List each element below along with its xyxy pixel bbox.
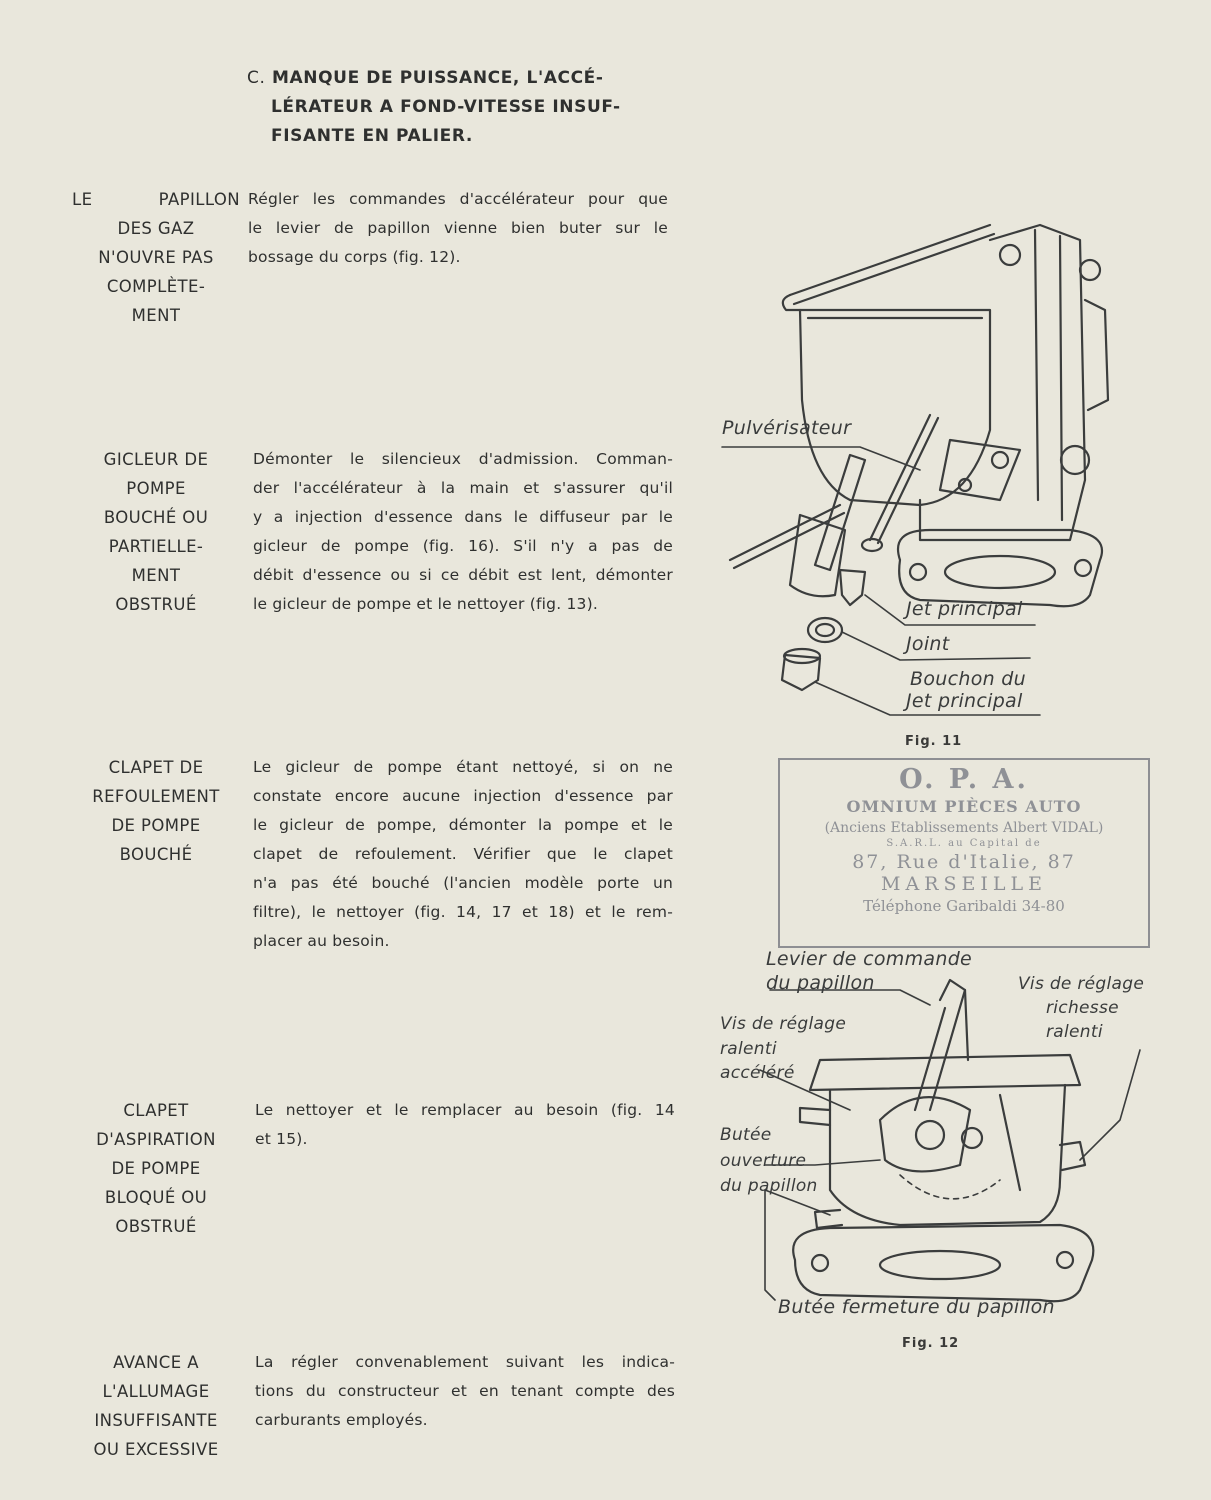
label-line: DE POMPE: [111, 816, 201, 835]
label-line: INSUFFISANTE: [94, 1411, 218, 1430]
body-line: bossage du corps (fig. 12).: [248, 248, 461, 266]
label-line: BOUCHÉ: [119, 845, 193, 864]
label-line: BLOQUÉ OU: [104, 1188, 208, 1207]
heading-line-2: LÉRATEUR A FOND-VITESSE INSUF-: [271, 97, 621, 117]
stamp-line-6: MARSEILLE: [881, 873, 1047, 895]
section-body: [253, 445, 673, 619]
section-body: [253, 753, 673, 956]
label-line: REFOULEMENT: [92, 787, 220, 806]
body-line: Démonter le silencieux d'admission. Comman-: [253, 450, 673, 468]
body-line: Le nettoyer et le remplacer au besoin (fig. 14: [255, 1101, 675, 1119]
label-line: D'ASPIRATION: [96, 1130, 216, 1149]
section-label: [72, 185, 240, 330]
label-line: OU EXCESSIVE: [93, 1440, 219, 1459]
stamp-line-5: 87, Rue d'Italie, 87: [852, 851, 1076, 873]
label-line: POMPE: [126, 479, 186, 498]
body-line: der l'accélérateur à la main et s'assurer qu'il: [253, 479, 673, 497]
body-line: le gicleur de pompe et le nettoyer (fig. 13).: [253, 595, 598, 613]
label-line: MENT: [131, 306, 181, 325]
body-line: y a injection d'essence dans le diffuseur par le: [253, 508, 673, 526]
body-line: carburants employés.: [255, 1411, 428, 1429]
label-line: N'OUVRE PAS: [98, 248, 214, 267]
callout-butee-fermeture: Butée fermeture du papillon: [778, 1296, 1055, 1318]
stamp-line-3: (Anciens Etablissements Albert VIDAL): [824, 820, 1104, 836]
body-line: Le gicleur de pompe étant nettoyé, si on ne: [253, 758, 673, 776]
label-line: AVANCE A: [113, 1353, 199, 1372]
label-line: CLAPET DE: [108, 758, 204, 777]
figure-12-caption: Fig. 12: [902, 1336, 960, 1351]
body-line: le gicleur de pompe, démonter la pompe et le: [253, 816, 673, 834]
label-line: PARTIELLE-: [108, 537, 204, 556]
body-line: et 15).: [255, 1130, 308, 1148]
callout-joint: Joint: [906, 633, 950, 655]
heading-line-3: FISANTE EN PALIER.: [271, 126, 473, 146]
label-line: MENT: [131, 566, 181, 585]
callout-bouchon-line-2: Jet principal: [906, 690, 1023, 712]
stamp-line-2: OMNIUM PIÈCES AUTO: [846, 797, 1082, 816]
section-heading: [247, 64, 677, 151]
callout-bouchon-line-1: Bouchon du: [910, 668, 1026, 690]
callout-levier-line-2: du papillon: [766, 972, 875, 994]
callout-pulverisateur: Pulvérisateur: [722, 417, 852, 439]
stamp-line-7: Téléphone Garibaldi 34-80: [863, 897, 1065, 915]
section-label: [72, 1096, 240, 1241]
callout-butee-ouverture-line-1: Butée: [720, 1125, 772, 1145]
callout-vis-richesse-line-1: Vis de réglage: [1018, 974, 1145, 994]
section-body: [255, 1096, 675, 1154]
callout-vis-accelere-line-2: ralenti: [720, 1039, 777, 1059]
label-line: BOUCHÉ OU: [103, 508, 209, 527]
label-line: CLAPET: [123, 1101, 189, 1120]
callout-vis-richesse-line-2: richesse: [1046, 998, 1119, 1018]
callout-vis-richesse-line-3: ralenti: [1046, 1022, 1103, 1042]
callout-jet-principal: Jet principal: [906, 598, 1023, 620]
label-line: DE POMPE: [111, 1159, 201, 1178]
body-line: constate encore aucune injection d'essence par: [253, 787, 673, 805]
label-line: OBSTRUÉ: [115, 595, 197, 614]
stamp-line-1: O. P. A.: [899, 764, 1029, 795]
callout-vis-accelere-line-1: Vis de réglage: [720, 1014, 847, 1034]
section-body: [255, 1348, 675, 1435]
label-line: DES GAZ: [117, 219, 195, 238]
body-line: placer au besoin.: [253, 932, 390, 950]
label-line: OBSTRUÉ: [115, 1217, 197, 1236]
section-body: [248, 185, 668, 272]
stamp-line-4: S.A.R.L. au Capital de: [886, 838, 1042, 849]
label-line: LE PAPILLON: [72, 190, 240, 209]
section-label: [72, 753, 240, 869]
body-line: débit d'essence ou si ce débit est lent, démonter: [253, 566, 673, 584]
label-line: COMPLÈTE-: [106, 277, 206, 296]
body-line: gicleur de pompe (fig. 16). S'il n'y a pas de: [253, 537, 673, 555]
callout-butee-ouverture-line-2: ouverture: [720, 1151, 807, 1171]
figure-11-caption: Fig. 11: [905, 734, 963, 749]
callout-levier-line-1: Levier de commande: [766, 948, 973, 970]
callout-vis-accelere-line-3: accéléré: [720, 1063, 795, 1083]
body-line: n'a pas été bouché (l'ancien modèle porte un: [253, 874, 673, 892]
body-line: La régler convenablement suivant les indica-: [255, 1353, 675, 1371]
body-line: le levier de papillon vienne bien buter sur le: [248, 219, 668, 237]
body-line: Régler les commandes d'accélérateur pour que: [248, 190, 668, 208]
dealer-stamp: [778, 758, 1150, 948]
label-line: L'ALLUMAGE: [102, 1382, 210, 1401]
body-line: filtre), le nettoyer (fig. 14, 17 et 18) et le rem-: [253, 903, 673, 921]
section-label: [72, 1348, 240, 1464]
label-line: GICLEUR DE: [103, 450, 209, 469]
heading-line-1: MANQUE DE PUISSANCE, L'ACCÉ-: [272, 68, 604, 88]
body-line: clapet de refoulement. Vérifier que le clapet: [253, 845, 673, 863]
heading-letter: C.: [247, 68, 266, 88]
body-line: tions du constructeur et en tenant compte des: [255, 1382, 675, 1400]
callout-butee-ouverture-line-3: du papillon: [720, 1176, 818, 1196]
section-label: [72, 445, 240, 619]
